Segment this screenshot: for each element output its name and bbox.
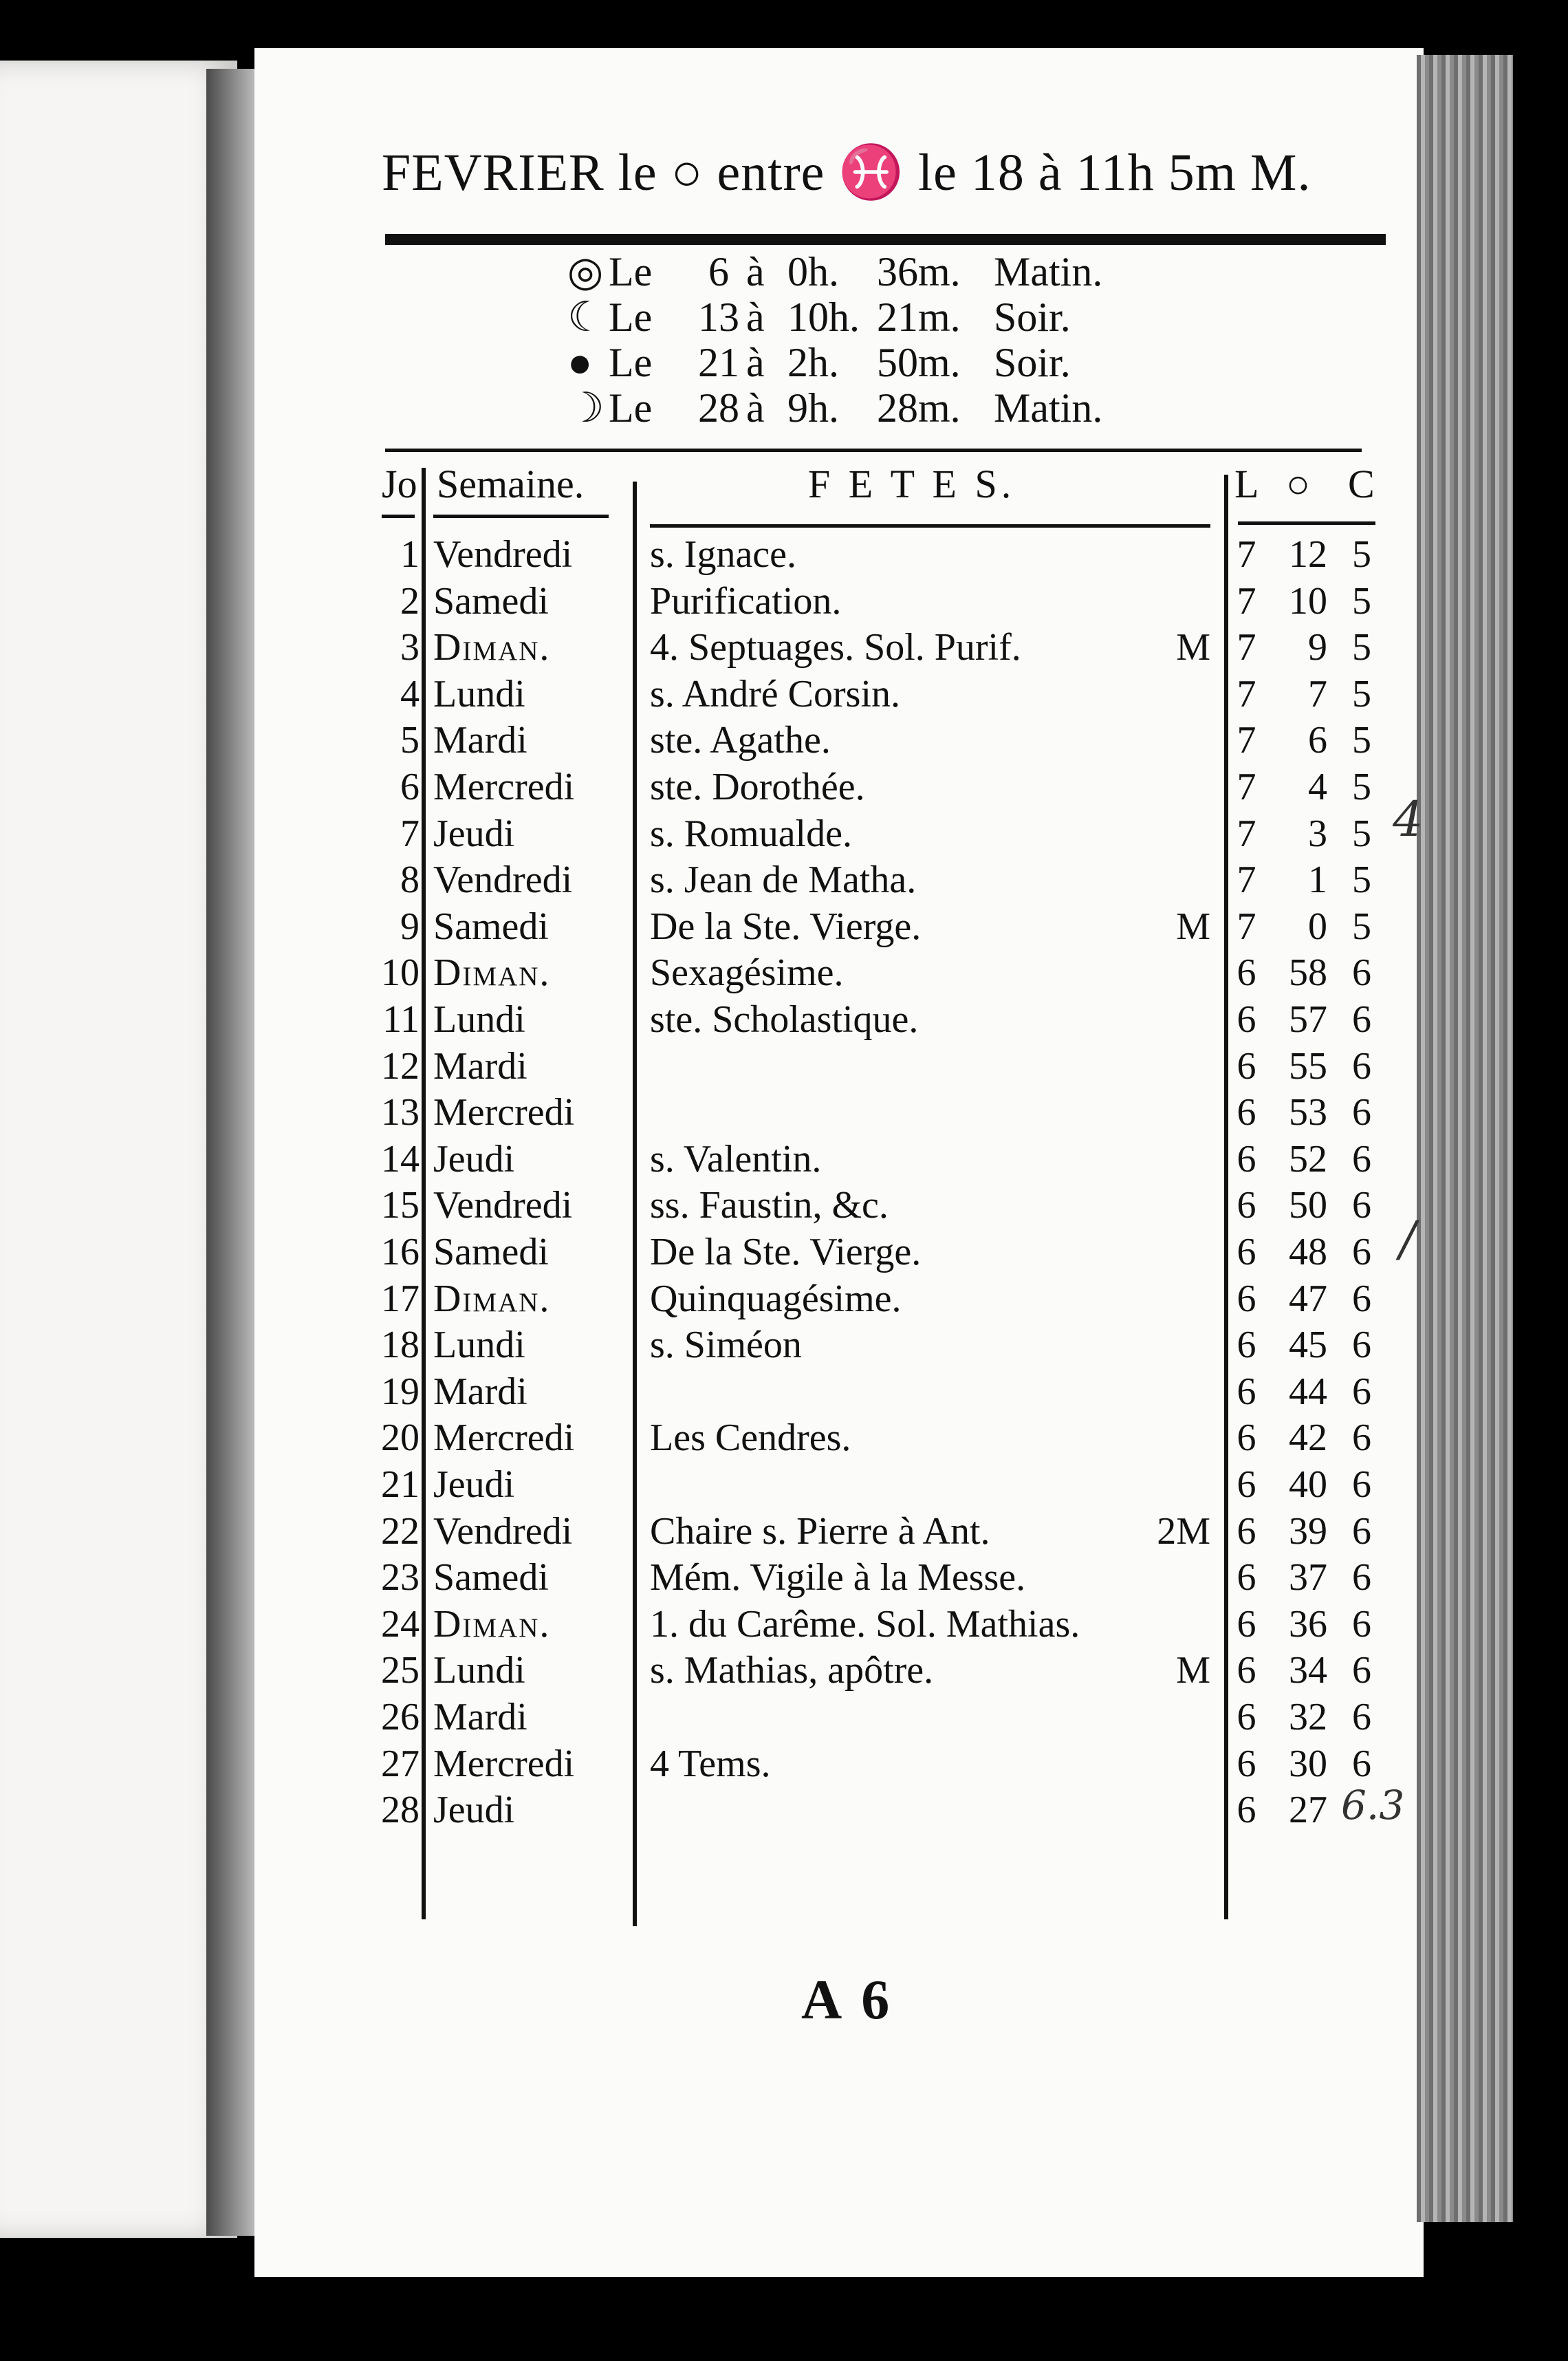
month-heading xyxy=(382,141,1311,203)
sunset-hour: 6 xyxy=(1352,1231,1371,1273)
sunrise-minute: 58 xyxy=(1289,951,1327,995)
table-row xyxy=(0,810,1568,857)
pisces-icon: ♓ xyxy=(838,144,904,202)
phase-a: à xyxy=(746,248,765,294)
sunset-hour: 5 xyxy=(1352,533,1371,576)
sunrise-minute: 53 xyxy=(1289,1091,1327,1134)
weekday: Lundi xyxy=(433,1649,525,1692)
feast: ste. Scholastique. xyxy=(650,998,919,1041)
phase-minute: 28m. xyxy=(877,385,961,431)
feast: s. André Corsin. xyxy=(650,672,900,715)
sunset-hour: 5 xyxy=(1352,766,1371,808)
sunrise-minute: 44 xyxy=(1289,1370,1327,1413)
phase-le: Le xyxy=(609,385,653,431)
weekday: Lundi xyxy=(433,998,525,1041)
day-number: 17 xyxy=(381,1277,420,1320)
feast: s. Ignace. xyxy=(650,533,797,576)
phase-le: Le xyxy=(609,248,653,294)
table-row xyxy=(0,717,1568,764)
weekday: Jeudi xyxy=(433,812,515,855)
sunrise-hour: 6 xyxy=(1237,1044,1256,1088)
weekday: Vendredi xyxy=(433,533,573,576)
phase-day: 28 xyxy=(698,385,739,431)
feast: 4 Tems. xyxy=(650,1742,771,1785)
table-row xyxy=(0,903,1568,950)
table-row xyxy=(0,949,1568,996)
table-row xyxy=(0,1787,1568,1833)
weekday: Samedi xyxy=(433,1556,549,1599)
feast: Mém. Vigile à la Messe. xyxy=(650,1556,1026,1599)
sunrise-minute: 3 xyxy=(1308,812,1327,855)
weekday: Mercredi xyxy=(433,1742,575,1785)
sunrise-minute: 55 xyxy=(1289,1044,1327,1088)
sunset-hour: 6 xyxy=(1352,1556,1371,1599)
table-row xyxy=(0,1414,1568,1461)
feast: Chaire s. Pierre à Ant. xyxy=(650,1509,990,1553)
sunset-hour: 5 xyxy=(1352,579,1371,623)
sunrise-minute: 27 xyxy=(1289,1789,1327,1832)
col-fetes: F E T E S. xyxy=(808,462,1016,506)
phase-row xyxy=(567,294,1102,340)
feast: ss. Faustin, &c. xyxy=(650,1184,889,1227)
sunrise-minute: 1 xyxy=(1308,859,1327,902)
day-number: 23 xyxy=(381,1556,420,1599)
sunrise-hour: 6 xyxy=(1237,1370,1256,1413)
day-number: 20 xyxy=(381,1416,420,1460)
day-number: 5 xyxy=(400,719,420,762)
phase-a: à xyxy=(746,294,765,340)
sunrise-hour: 6 xyxy=(1237,1324,1256,1367)
weekday: Vendredi xyxy=(433,859,573,902)
sunrise-minute: 40 xyxy=(1289,1463,1327,1506)
weekday: Vendredi xyxy=(433,1509,573,1553)
day-number: 9 xyxy=(400,905,420,948)
entry-time: le 18 à 11h 5m M. xyxy=(918,144,1311,202)
phase-minute: 21m. xyxy=(877,294,961,340)
mass-mark: M xyxy=(1176,1649,1210,1692)
phase-le: Le xyxy=(609,339,653,385)
sunset-hour: 6 xyxy=(1352,1277,1371,1320)
phase-icon: ◎ xyxy=(567,249,604,294)
phase-hour: 2h. xyxy=(787,339,839,385)
sunrise-hour: 7 xyxy=(1237,579,1256,623)
sunrise-hour: 6 xyxy=(1237,1277,1256,1320)
semaine-underline xyxy=(433,515,609,518)
sunrise-minute: 12 xyxy=(1289,533,1327,576)
heading-rule xyxy=(385,234,1386,245)
sunrise-hour: 7 xyxy=(1237,719,1256,762)
sunrise-minute: 45 xyxy=(1289,1324,1327,1367)
table-row xyxy=(0,856,1568,903)
margin-note: 6.3 xyxy=(1341,1782,1405,1829)
sunrise-minute: 34 xyxy=(1289,1649,1327,1692)
sunset-hour: 5 xyxy=(1352,719,1371,762)
weekday: Diman. xyxy=(433,626,551,669)
times-underline xyxy=(1238,521,1375,525)
sunrise-hour: 6 xyxy=(1237,1696,1256,1738)
phase-icon: ☾ xyxy=(567,294,605,340)
table-row xyxy=(0,1322,1568,1368)
col-semaine: Semaine. xyxy=(437,462,585,506)
mass-mark: M xyxy=(1176,905,1210,948)
table-row xyxy=(0,578,1568,625)
sunset-hour: 6 xyxy=(1352,1091,1371,1134)
table-row xyxy=(0,1461,1568,1508)
day-number: 21 xyxy=(381,1463,420,1506)
sunrise-hour: 6 xyxy=(1237,1602,1256,1646)
phase-day: 21 xyxy=(698,339,739,385)
feast: De la Ste. Vierge. xyxy=(650,905,922,948)
day-number: 19 xyxy=(381,1370,420,1413)
weekday: Jeudi xyxy=(433,1463,515,1506)
day-number: 10 xyxy=(381,951,420,995)
feast: 1. du Carême. Sol. Mathias. xyxy=(650,1602,1080,1646)
table-row xyxy=(0,1694,1568,1740)
day-number: 4 xyxy=(400,672,420,715)
sunset-hour: 6 xyxy=(1352,1324,1371,1367)
feast: s. Mathias, apôtre. xyxy=(650,1649,934,1692)
phase-hour: 0h. xyxy=(787,248,839,294)
feast: Les Cendres. xyxy=(650,1416,851,1460)
sunset-hour: 6 xyxy=(1352,1742,1371,1785)
sunrise-hour: 6 xyxy=(1237,1789,1256,1832)
table-row xyxy=(0,1508,1568,1555)
col-l: L xyxy=(1234,462,1259,506)
phase-hour: 9h. xyxy=(787,385,839,431)
sunrise-minute: 9 xyxy=(1308,626,1327,669)
phase-row xyxy=(567,340,1102,385)
weekday: Lundi xyxy=(433,672,525,715)
table-row xyxy=(0,1368,1568,1415)
sunrise-minute: 37 xyxy=(1289,1556,1327,1599)
day-number: 18 xyxy=(381,1324,420,1367)
weekday: Diman. xyxy=(433,1277,551,1320)
sunrise-hour: 7 xyxy=(1237,626,1256,669)
sunrise-hour: 6 xyxy=(1237,1556,1256,1599)
feast: s. Romualde. xyxy=(650,812,852,855)
phase-hour: 10h. xyxy=(787,294,860,340)
sunset-hour: 5 xyxy=(1352,626,1371,669)
sunrise-hour: 6 xyxy=(1237,1742,1256,1785)
weekday: Mardi xyxy=(433,1370,527,1413)
day-number: 1 xyxy=(400,533,420,576)
day-number: 26 xyxy=(381,1696,420,1738)
table-row xyxy=(0,1136,1568,1183)
day-number: 3 xyxy=(400,626,420,669)
table-row xyxy=(0,1275,1568,1322)
table-row xyxy=(0,1043,1568,1090)
col-jo: Jo xyxy=(382,462,417,506)
sunrise-hour: 6 xyxy=(1237,1509,1256,1553)
sunset-hour: 5 xyxy=(1352,812,1371,855)
phase-icon: ● xyxy=(567,339,593,385)
phase-minute: 50m. xyxy=(877,339,961,385)
day-number: 14 xyxy=(381,1137,420,1180)
day-number: 13 xyxy=(381,1091,420,1134)
sunset-hour: 5 xyxy=(1352,859,1371,902)
day-number: 15 xyxy=(381,1184,420,1227)
feast: Purification. xyxy=(650,579,842,623)
table-row xyxy=(0,671,1568,718)
sunset-hour: 6 xyxy=(1352,951,1371,995)
sunrise-hour: 6 xyxy=(1237,1231,1256,1273)
sunrise-minute: 52 xyxy=(1289,1137,1327,1180)
sunset-hour: 5 xyxy=(1352,905,1371,948)
phase-day: 13 xyxy=(698,294,739,340)
phase-minute: 36m. xyxy=(877,248,961,294)
table-row xyxy=(0,1554,1568,1601)
sunrise-minute: 39 xyxy=(1289,1509,1327,1553)
sunset-hour: 6 xyxy=(1352,1649,1371,1692)
weekday: Diman. xyxy=(433,951,551,995)
sunrise-hour: 7 xyxy=(1237,766,1256,808)
sunset-hour: 6 xyxy=(1352,1696,1371,1738)
table-row xyxy=(0,764,1568,810)
sunrise-minute: 4 xyxy=(1308,766,1327,808)
sunrise-minute: 0 xyxy=(1308,905,1327,948)
feast: Quinquagésime. xyxy=(650,1277,902,1320)
day-number: 24 xyxy=(381,1602,420,1646)
col-sun-icon: ○ xyxy=(1286,462,1311,506)
phase-day: 6 xyxy=(708,248,729,294)
feast: ste. Dorothée. xyxy=(650,766,865,808)
day-number: 27 xyxy=(381,1742,420,1785)
feast: s. Jean de Matha. xyxy=(650,859,917,902)
sunset-hour: 5 xyxy=(1352,672,1371,715)
sunrise-minute: 7 xyxy=(1308,672,1327,715)
table-row xyxy=(0,531,1568,578)
margin-note: / xyxy=(1400,1211,1416,1267)
weekday: Jeudi xyxy=(433,1137,515,1180)
sunrise-hour: 7 xyxy=(1237,533,1256,576)
entre-text: entre xyxy=(717,144,825,202)
feast: s. Siméon xyxy=(650,1324,802,1367)
sunrise-hour: 6 xyxy=(1237,1091,1256,1134)
phase-period: Soir. xyxy=(994,294,1071,340)
fetes-underline xyxy=(650,524,1210,528)
table-row xyxy=(0,1229,1568,1275)
sunrise-minute: 36 xyxy=(1289,1602,1327,1646)
day-number: 25 xyxy=(381,1649,420,1692)
sunrise-minute: 30 xyxy=(1289,1742,1327,1785)
weekday: Mardi xyxy=(433,1044,527,1088)
weekday: Samedi xyxy=(433,905,549,948)
weekday: Mercredi xyxy=(433,766,575,808)
day-number: 2 xyxy=(400,579,420,623)
sunrise-hour: 6 xyxy=(1237,1416,1256,1460)
sunrise-hour: 7 xyxy=(1237,905,1256,948)
phase-le: Le xyxy=(609,294,653,340)
feast: ste. Agathe. xyxy=(650,719,831,762)
table-row xyxy=(0,624,1568,671)
sunset-hour: 6 xyxy=(1352,1370,1371,1413)
weekday: Mardi xyxy=(433,1696,527,1738)
month-name: FEVRIER xyxy=(382,144,605,202)
col-c: C xyxy=(1348,462,1375,506)
weekday: Lundi xyxy=(433,1324,525,1367)
day-number: 22 xyxy=(381,1509,420,1553)
day-number: 28 xyxy=(381,1789,420,1832)
sunrise-hour: 6 xyxy=(1237,951,1256,995)
jo-underline xyxy=(382,515,415,518)
weekday: Mercredi xyxy=(433,1091,575,1134)
feast: s. Valentin. xyxy=(650,1137,822,1180)
sunrise-hour: 6 xyxy=(1237,1137,1256,1180)
le-text: le xyxy=(618,144,657,202)
sunrise-hour: 6 xyxy=(1237,1463,1256,1506)
sunrise-minute: 42 xyxy=(1289,1416,1327,1460)
day-number: 16 xyxy=(381,1231,420,1273)
feast: Sexagésime. xyxy=(650,951,844,995)
sunset-hour: 6 xyxy=(1352,1509,1371,1553)
table-row xyxy=(0,1601,1568,1648)
sunset-hour: 6 xyxy=(1352,1044,1371,1088)
phase-period: Matin. xyxy=(994,248,1103,294)
day-number: 8 xyxy=(400,859,420,902)
phase-a: à xyxy=(746,385,765,431)
sunset-hour: 6 xyxy=(1352,1602,1371,1646)
weekday: Samedi xyxy=(433,1231,549,1273)
weekday: Vendredi xyxy=(433,1184,573,1227)
sunset-hour: 6 xyxy=(1352,1463,1371,1506)
sunset-hour: 6 xyxy=(1352,1184,1371,1227)
day-number: 6 xyxy=(400,766,420,808)
table-row xyxy=(0,1647,1568,1694)
sunset-hour: 6 xyxy=(1352,1137,1371,1180)
margin-note: 4 xyxy=(1393,791,1424,848)
sunrise-hour: 7 xyxy=(1237,859,1256,902)
sunrise-hour: 6 xyxy=(1237,998,1256,1041)
table-row xyxy=(0,1740,1568,1787)
sunrise-minute: 48 xyxy=(1289,1231,1327,1273)
weekday: Samedi xyxy=(433,579,549,623)
sunrise-minute: 32 xyxy=(1289,1696,1327,1738)
sunrise-minute: 47 xyxy=(1289,1277,1327,1320)
phase-period: Soir. xyxy=(994,339,1071,385)
table-row xyxy=(0,1089,1568,1136)
day-number: 11 xyxy=(382,998,420,1041)
day-number: 7 xyxy=(400,812,420,855)
sunrise-hour: 6 xyxy=(1237,1184,1256,1227)
sunrise-minute: 10 xyxy=(1289,579,1327,623)
moon-phases xyxy=(567,249,1102,431)
sunrise-minute: 6 xyxy=(1308,719,1327,762)
mass-mark: 2M xyxy=(1157,1509,1210,1553)
phase-a: à xyxy=(746,339,765,385)
sunrise-hour: 7 xyxy=(1237,812,1256,855)
phase-period: Matin. xyxy=(994,385,1103,431)
sunrise-minute: 57 xyxy=(1289,998,1327,1041)
phase-icon: ☽ xyxy=(567,385,605,431)
page-signature: A 6 xyxy=(801,1968,894,2031)
feast: 4. Septuages. Sol. Purif. xyxy=(650,626,1021,669)
weekday: Jeudi xyxy=(433,1789,515,1832)
sunrise-hour: 7 xyxy=(1237,672,1256,715)
sunset-hour: 6 xyxy=(1352,1416,1371,1460)
table-row xyxy=(0,1182,1568,1229)
weekday: Mercredi xyxy=(433,1416,575,1460)
phase-row xyxy=(567,385,1102,431)
table-row xyxy=(0,996,1568,1043)
mass-mark: M xyxy=(1176,626,1210,669)
weekday: Diman. xyxy=(433,1602,551,1646)
sunrise-hour: 6 xyxy=(1237,1649,1256,1692)
weekday: Mardi xyxy=(433,719,527,762)
feast: De la Ste. Vierge. xyxy=(650,1231,922,1273)
sunset-hour: 6 xyxy=(1352,998,1371,1041)
table-top-rule xyxy=(385,449,1362,452)
sunrise-minute: 50 xyxy=(1289,1184,1327,1227)
sun-icon: ○ xyxy=(671,144,704,202)
phase-row xyxy=(567,249,1102,294)
day-number: 12 xyxy=(381,1044,420,1088)
